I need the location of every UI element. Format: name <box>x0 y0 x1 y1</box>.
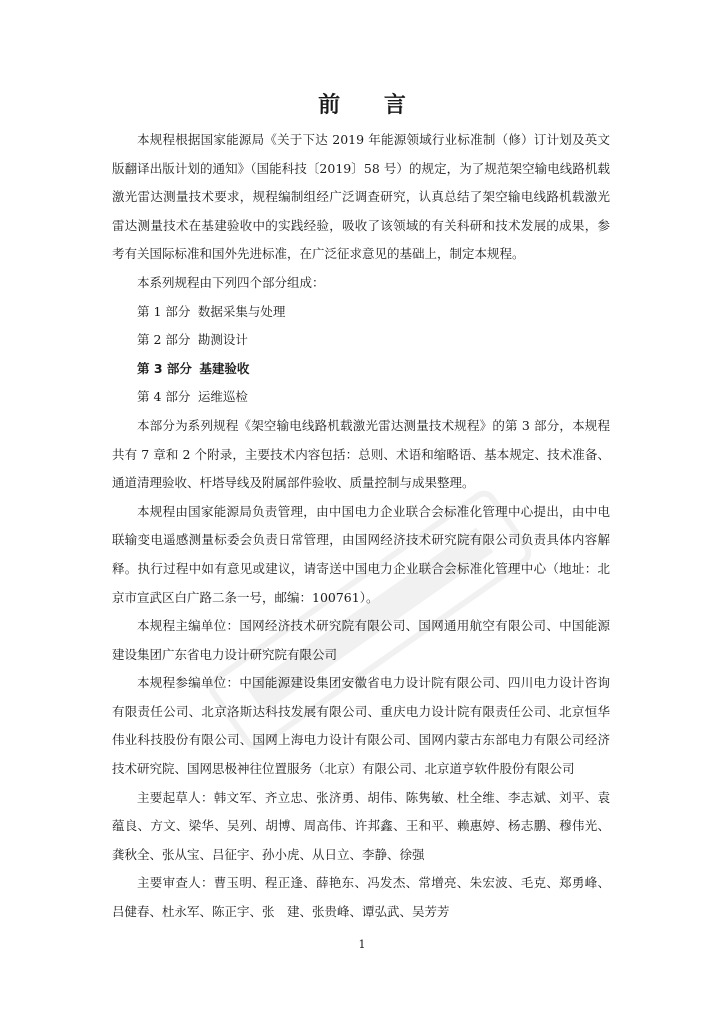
part-label: 第 1 部分 <box>137 303 191 319</box>
paragraph-drafters: 主要起草人：韩文军、齐立忠、张济勇、胡伟、陈隽敏、杜全维、李志斌、刘平、袁蕴良、方文、梁华、吴列、胡博、周高伟、许邦鑫、王和平、赖惠婷、杨志鹏、穆伟光、龚秋全、张从宝、吕征宇、孙小虎、从日立、李静、徐强 <box>112 789 610 862</box>
part-name: 勘测设计 <box>197 332 248 348</box>
part-item-1 <box>112 298 610 327</box>
part-name: 基建验收 <box>199 360 250 376</box>
paragraph-series: 本系列规程由下列四个部分组成： <box>137 274 325 290</box>
document-body <box>112 126 610 927</box>
page-title: 前 言 <box>318 93 424 118</box>
page-number: 1 <box>358 938 366 951</box>
paragraph-management: 本规程由国家能源局负责管理，由中国电力企业联合会标准化管理中心提出，由中电联输变电遥感测量标委会负责日常管理，由国网经济技术研究院有限公司负责具体内容解释。执行过程中如有意见或建议，请寄送中国电力企业联合会标准化管理中心（地址：北京市宣武区白广路二条一号，邮编：100761）。 <box>112 503 610 605</box>
part-label: 第 3 部分 <box>137 360 192 376</box>
paragraph-reviewers: 主要审查人：曹玉明、程正逢、薛艳东、冯发杰、常增亮、朱宏波、毛克、郑勇峰、吕健春、杜永军、陈正宇、张 建、张贵峰、谭弘武、吴芳芳 <box>112 875 610 920</box>
part-item-3 <box>112 355 610 384</box>
part-name: 数据采集与处理 <box>197 303 286 319</box>
part-label: 第 2 部分 <box>137 332 191 348</box>
paragraph-participants: 本规程参编单位：中国能源建设集团安徽省电力设计院有限公司、四川电力设计咨询有限责任公司、北京洛斯达科技发展有限公司、重庆电力设计院有限责任公司、北京恒华伟业科技股份有限公司、国网上海电力设计有限公司、国网内蒙古东部电力有限公司经济技术研究院、国网思极神往位置服务（北京）有限公司、北京道亨软件股份有限公司 <box>112 675 610 777</box>
paragraph-chief-editors: 本规程主编单位：国网经济技术研究院有限公司、国网通用航空有限公司、中国能源建设集团广东省电力设计研究院有限公司 <box>112 618 610 662</box>
part-item-4 <box>112 383 610 412</box>
part-item-2 <box>112 326 610 355</box>
part-label: 第 4 部分 <box>137 389 191 405</box>
paragraph-intro: 本规程根据国家能源局《关于下达 2019 年能源领域行业标准制（修）订计划及英文版翻译出版计划的通知》（国能科技〔2019〕58 号）的规定，为了规范架空输电线路机载激光雷达测量技术要求，规程编制组经广泛调查研究，认真总结了架空输电线路机载激光雷达测量技术在基建验收中的实践经验，吸收了该领域的有关科研和技术发展的成果，参考有关国际标准和国外先进标准，在广泛征求意见的基础上，制定本规程。 <box>112 132 610 262</box>
paragraph-scope: 本部分为系列规程《架空输电线路机载激光雷达测量技术规程》的第 3 部分，本规程共有 7 章和 2 个附录，主要技术内容包括：总则、术语和缩略语、基本规定、技术准备、通道清理验收、杆塔导线及附属部件验收、质量控制与成果整理。 <box>112 417 610 491</box>
part-name: 运维巡检 <box>197 389 248 405</box>
